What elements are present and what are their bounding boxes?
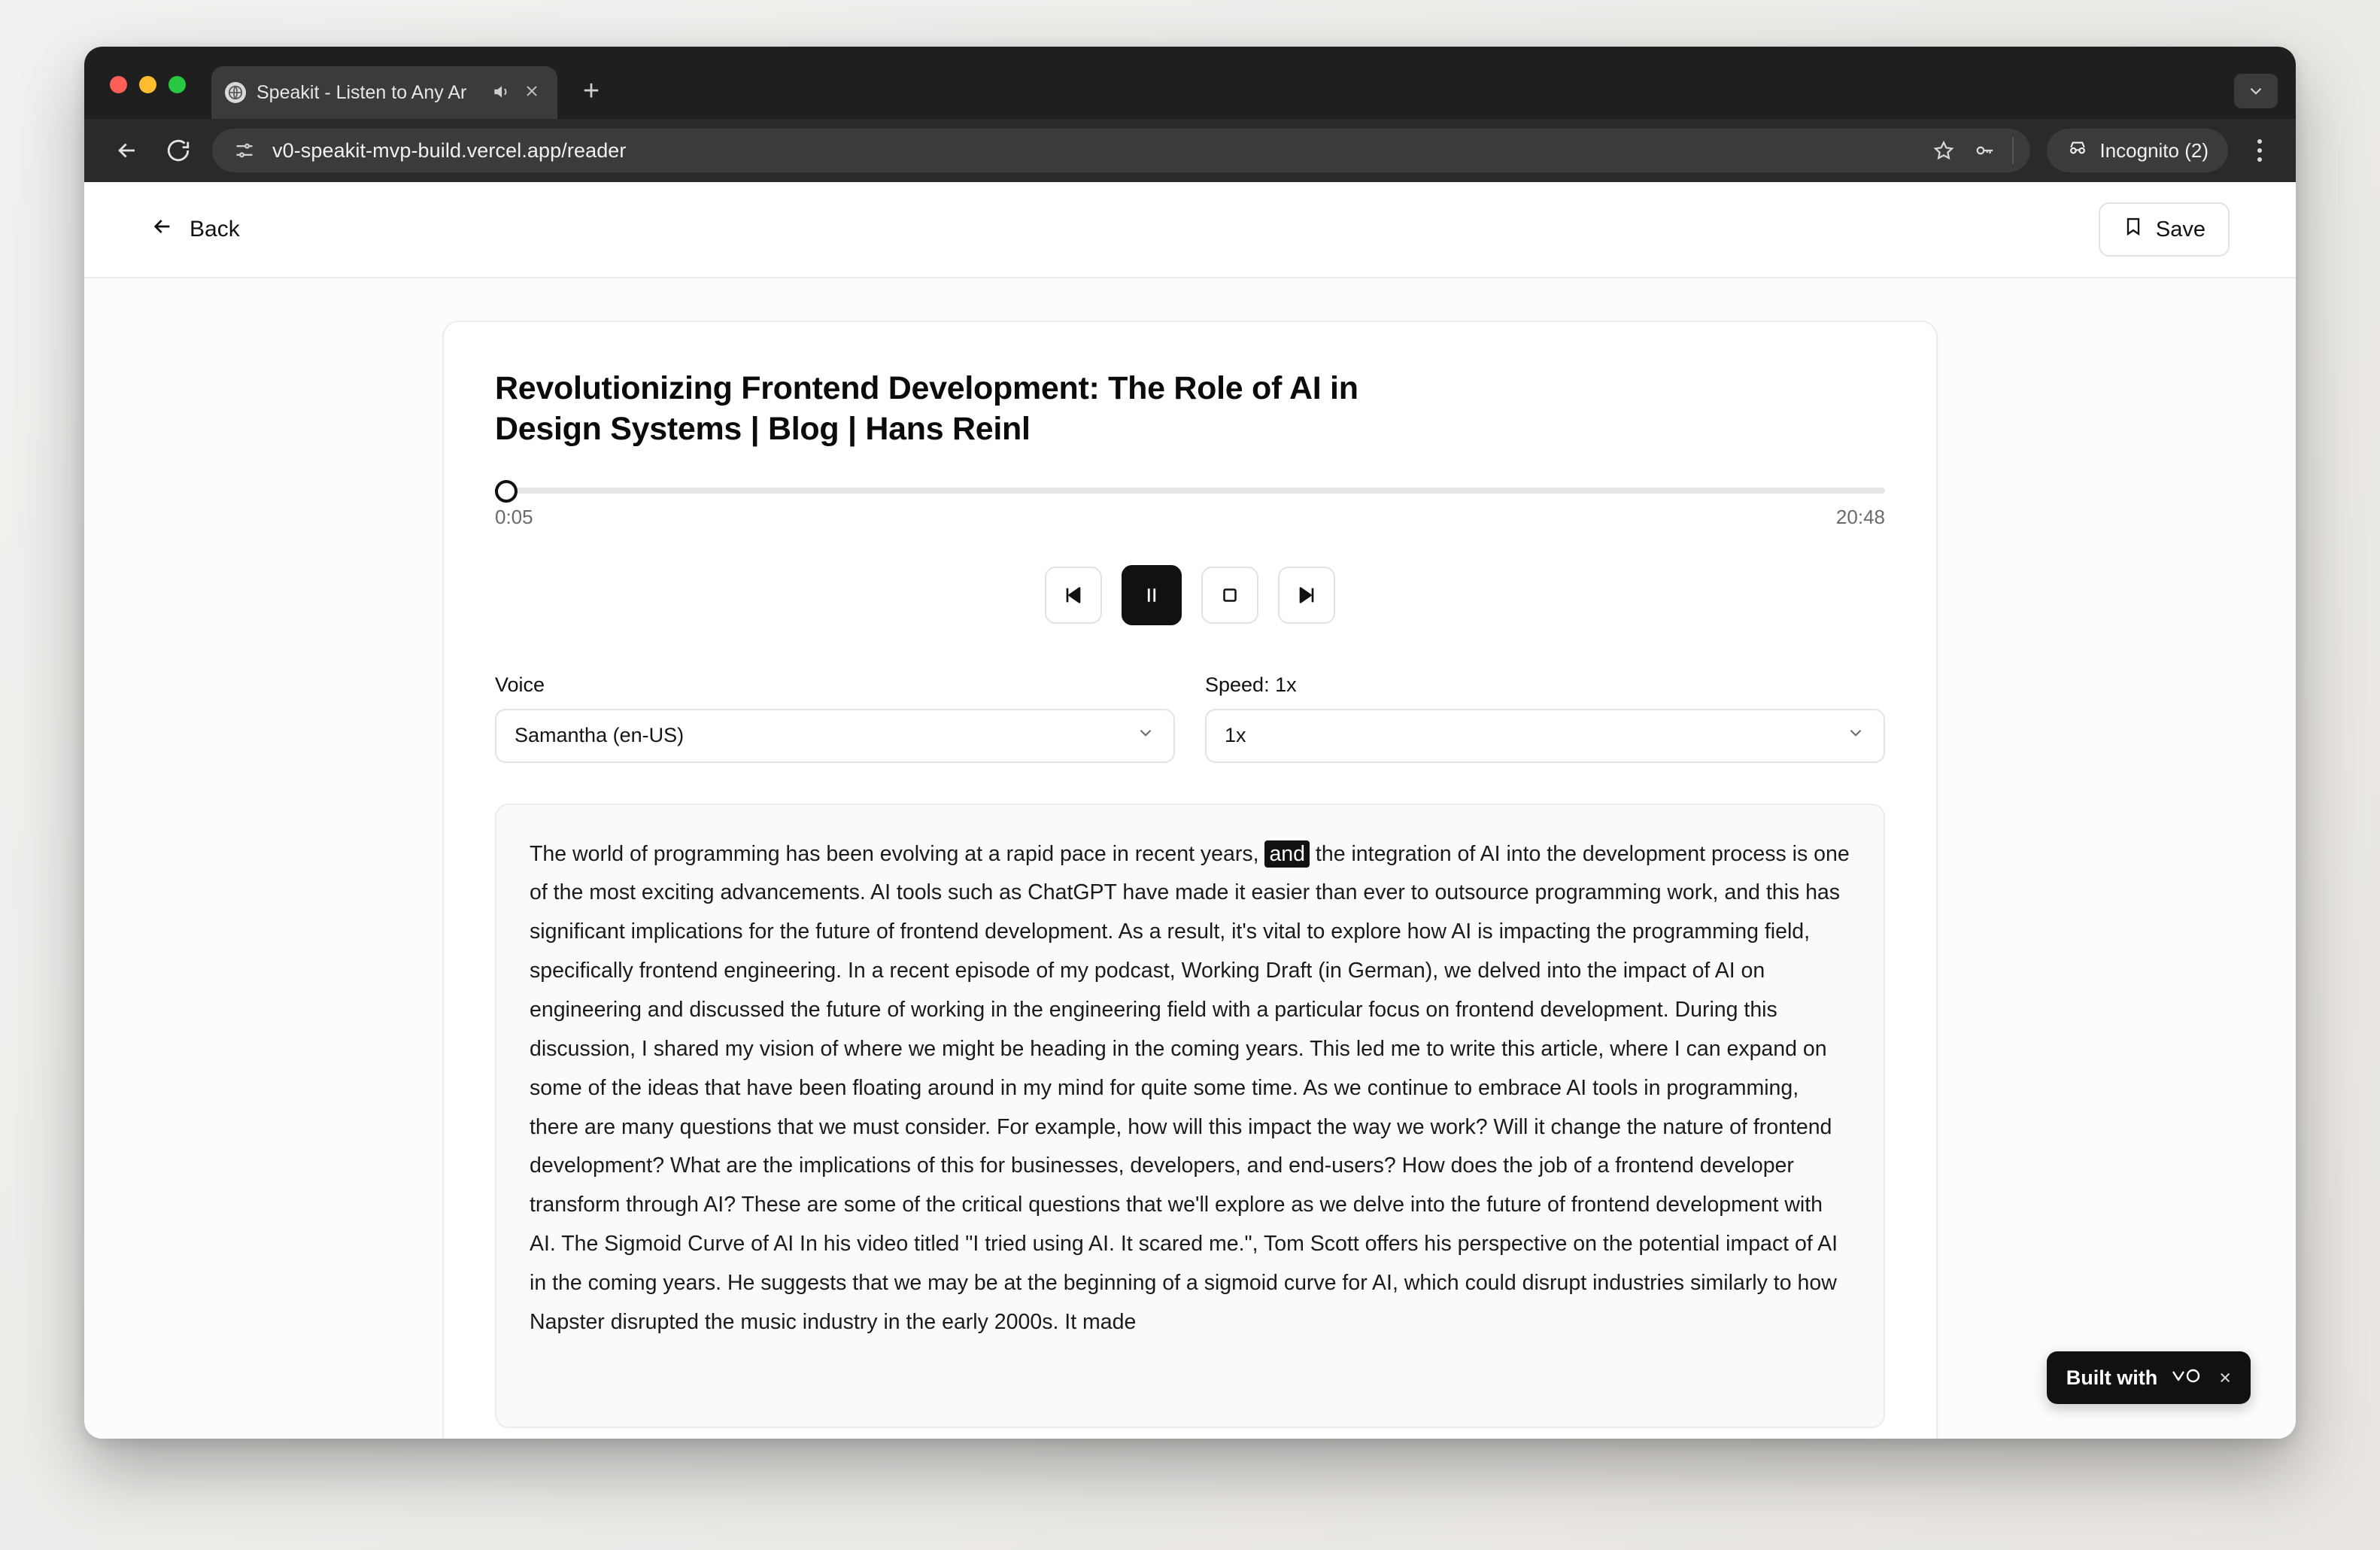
transcript-text bbox=[530, 835, 1850, 1342]
pause-icon[interactable] bbox=[1122, 565, 1182, 625]
transcript-after: the integration of AI into the development process is one of the most exciting advancements. AI tools such as ChatGPT have made it easier than ever to outsource programming work, and this has significant implications for the future of frontend development. As a result, it's vital to explore how AI is impacting the programming field, specifically frontend engineering. In a recent episode of my podcast, Working Draft (in German), we delved into the impact of AI on engineering and discussed the future of working in the engineering field with a particular focus on frontend development. During this discussion, I shared my vision of where we might be heading in the coming years. This led me to write this article, where I can expand on some of the ideas that have been floating around in my mind for quite some time. As we continue to embrace AI tools in programming, there are many questions that we must consider. For example, how will this impact the way we work? Will it change the nature of frontend development? What are the implications of this for businesses, developers, and end-users? How does the job of a frontend developer transform through AI? These are some of the critical questions that we'll explore as we delve into the future of frontend development with AI. The Sigmoid Curve of AI In his video titled "I tried using AI. It scared me.", Tom Scott offers his perspective on the potential impact of AI in the coming years. He suggests that we may be at the beginning of a sigmoid curve for AI, which could disrupt industries similarly to how Napster disrupted the music industry in the early 2000s. It made bbox=[530, 841, 1850, 1334]
tune-icon[interactable] bbox=[232, 138, 257, 163]
chevron-down-icon[interactable] bbox=[2234, 74, 2278, 108]
kebab-menu-icon[interactable] bbox=[2245, 139, 2275, 162]
window-controls bbox=[110, 76, 186, 119]
close-icon[interactable] bbox=[523, 82, 544, 103]
speed-select[interactable] bbox=[1205, 709, 1885, 763]
bookmark-icon bbox=[2123, 216, 2144, 243]
transcript-before: The world of programming has been evolving at a rapid pace in recent years, bbox=[530, 841, 1265, 866]
back-button[interactable] bbox=[150, 214, 240, 245]
chevron-down-icon bbox=[1846, 723, 1865, 748]
skip-forward-icon[interactable] bbox=[1278, 567, 1335, 624]
speed-control bbox=[1205, 673, 1885, 763]
reload-icon[interactable] bbox=[161, 133, 196, 168]
v0-logo-icon bbox=[2171, 1366, 2201, 1390]
address-bar-url: v0-speakit-mvp-build.vercel.app/reader bbox=[272, 138, 627, 162]
address-bar[interactable] bbox=[212, 129, 2030, 172]
incognito-label: Incognito (2) bbox=[2099, 138, 2208, 162]
playback-progress-slider[interactable] bbox=[495, 483, 1885, 497]
close-window-button[interactable] bbox=[110, 76, 127, 93]
browser-window bbox=[84, 47, 2296, 1439]
playback-times bbox=[495, 506, 1885, 529]
browser-tab[interactable] bbox=[211, 66, 557, 119]
progress-track bbox=[495, 488, 1885, 494]
voice-control bbox=[495, 673, 1175, 763]
built-with-label: Built with bbox=[2066, 1366, 2158, 1389]
key-icon[interactable] bbox=[1972, 138, 1997, 163]
transport-controls bbox=[495, 565, 1885, 625]
voice-label: Voice bbox=[495, 673, 545, 696]
highlighted-word: and bbox=[1264, 840, 1310, 868]
speaker-icon[interactable] bbox=[491, 82, 512, 103]
incognito-indicator[interactable] bbox=[2047, 129, 2228, 172]
skip-back-icon[interactable] bbox=[1045, 567, 1102, 624]
incognito-icon bbox=[2066, 137, 2089, 165]
speed-select-value: 1x bbox=[1225, 724, 1246, 746]
transcript-panel[interactable] bbox=[495, 804, 1885, 1428]
voice-select[interactable] bbox=[495, 709, 1175, 763]
total-time: 20:48 bbox=[1835, 505, 1885, 528]
back-button-label: Back bbox=[190, 217, 240, 242]
built-with-badge[interactable] bbox=[2047, 1351, 2251, 1404]
browser-toolbar bbox=[84, 119, 2296, 182]
minimize-window-button[interactable] bbox=[139, 76, 156, 93]
speed-label: Speed: 1x bbox=[1205, 673, 1297, 696]
arrow-left-icon[interactable] bbox=[110, 133, 144, 168]
page-viewport bbox=[84, 182, 2296, 1439]
tab-strip bbox=[84, 47, 2296, 119]
star-icon[interactable] bbox=[1931, 138, 1957, 163]
current-time: 0:05 bbox=[495, 505, 533, 528]
voice-select-value: Samantha (en-US) bbox=[515, 724, 685, 746]
new-tab-button[interactable]: + bbox=[582, 75, 600, 107]
reader-scroll-area[interactable] bbox=[84, 278, 2296, 1439]
save-button[interactable] bbox=[2099, 202, 2230, 257]
tab-title: Speakit - Listen to Any Ar bbox=[257, 81, 467, 103]
reader-card bbox=[442, 321, 1938, 1439]
globe-icon bbox=[225, 82, 246, 103]
page-title: Revolutionizing Frontend Development: The Role of AI in Design Systems | Blog | Hans Reinl bbox=[495, 370, 1358, 447]
arrow-left-icon bbox=[150, 214, 175, 245]
audio-settings-row bbox=[495, 673, 1885, 763]
app-header bbox=[84, 182, 2296, 278]
save-button-label: Save bbox=[2155, 217, 2205, 242]
stop-icon[interactable] bbox=[1201, 567, 1258, 624]
progress-thumb[interactable] bbox=[495, 480, 518, 503]
maximize-window-button[interactable] bbox=[168, 76, 186, 93]
close-icon[interactable]: × bbox=[2219, 1366, 2231, 1389]
chevron-down-icon bbox=[1136, 723, 1155, 748]
toolbar-divider bbox=[2012, 137, 2014, 164]
